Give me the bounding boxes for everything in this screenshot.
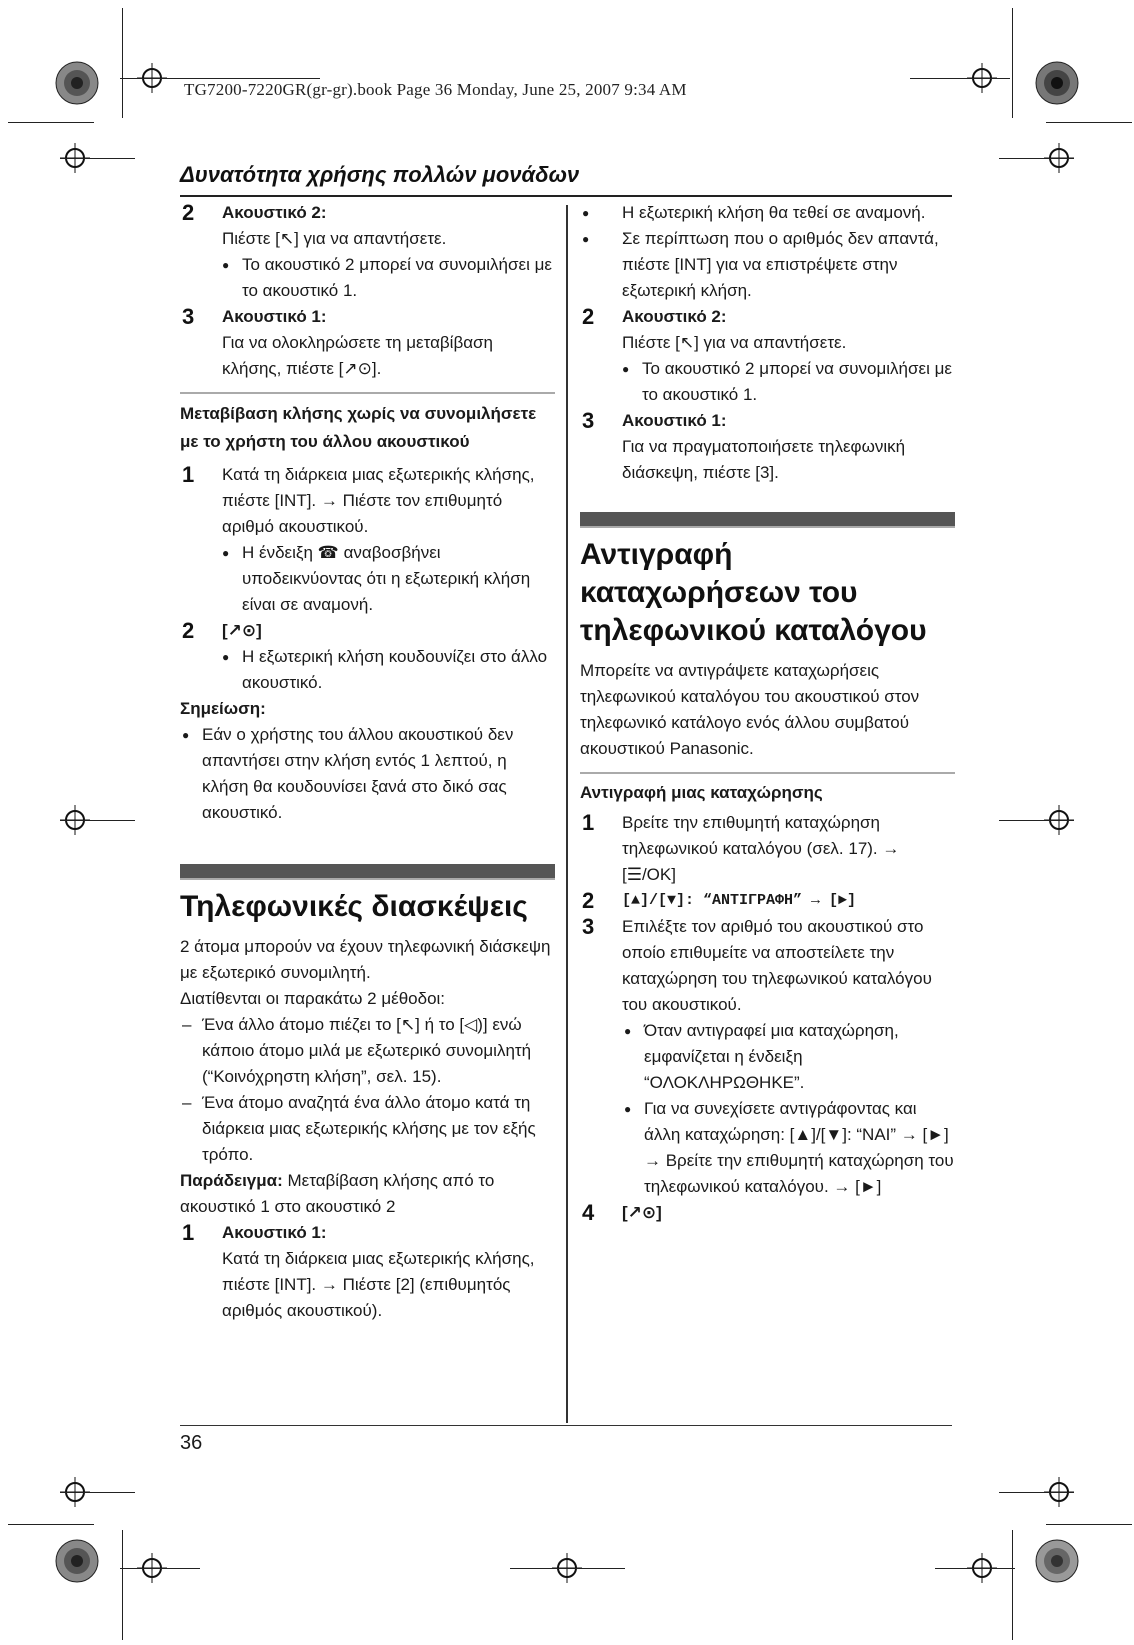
section-rule: [180, 392, 555, 394]
footer-rule: [180, 1425, 952, 1426]
section-bar: [180, 864, 555, 880]
step-number: 2: [182, 618, 195, 643]
step-text: Πιέστε [↖] για να απαντήσετε.: [222, 229, 447, 248]
step-heading: Ακουστικό 2:: [622, 307, 727, 326]
step-number: 3: [182, 304, 195, 329]
header-rule: [180, 195, 952, 197]
step-heading: Ακουστικό 2:: [222, 203, 327, 222]
step-number: 2: [182, 200, 195, 225]
bullet-item: ● Όταν αντιγραφεί μια καταχώρηση, εμφανίζεται η ένδειξη “ΟΛΟΚΛΗΡΩΘΗΚΕ”.: [580, 1018, 955, 1096]
step-text: Επιλέξτε τον αριθμό του ακουστικού στο οποίο επιθυμείτε να αποστείλετε την καταχώρηση του τηλεφωνικού καταλόγου του ακουστικού.: [622, 917, 932, 1014]
paragraph: Διατίθενται οι παρακάτω 2 μέθοδοι:: [180, 989, 446, 1008]
step: [180, 1220, 555, 1324]
step-number: 3: [582, 914, 595, 939]
left-column: [180, 200, 555, 1324]
dash-item: – Ένα άτομο αναζητά ένα άλλο άτομο κατά τη διάρκεια μιας εξωτερικής κλήσης με τον εξής τρόπο.: [180, 1090, 555, 1168]
bullet-item: ● Η εξωτερική κλήση κουδουνίζει στο άλλο ακουστικό.: [180, 644, 555, 696]
step-text: [↗⊙]: [222, 621, 262, 640]
section-title: Αντιγραφή καταχωρήσεων του τηλεφωνικού καταλόγου: [580, 538, 927, 647]
step-number: 4: [582, 1200, 595, 1225]
page-number: 36: [180, 1432, 203, 1454]
step-number: 1: [582, 810, 595, 835]
bullet-item: ● Το ακουστικό 2 μπορεί να συνομιλήσει με το ακουστικό 1.: [180, 252, 555, 304]
step-heading: Ακουστικό 1:: [222, 1223, 327, 1242]
step-text: Για να ολοκληρώσετε τη μεταβίβαση κλήσης, πιέστε [↗⊙].: [222, 333, 494, 378]
step-text: Για να πραγματοποιήσετε τηλεφωνική διάσκεψη, πιέστε [3].: [622, 437, 906, 482]
step-text: Πιέστε [↖] για να απαντήσετε.: [622, 333, 847, 352]
step-text: Βρείτε την επιθυμητή καταχώρηση τηλεφωνικού καταλόγου (σελ. 17). → [☰/OK]: [622, 813, 900, 884]
bullet-item: [580, 200, 955, 226]
subsection-title: Μεταβίβαση κλήσης χωρίς να συνομιλήσετε με το χρήστη του άλλου ακουστικού: [180, 404, 537, 451]
step-text: Κατά τη διάρκεια μιας εξωτερικής κλήσης, πιέστε [INT]. → Πιέστε τον επιθυμητό αριθμό ακουστικού.: [222, 465, 535, 536]
paragraph: Μπορείτε να αντιγράψετε καταχωρήσεις τηλεφωνικού καταλόγου του ακουστικού στον τηλεφωνικό κατάλογο ενός άλλου συμβατού ακουστικού Panasonic.: [580, 661, 920, 758]
bullet-item: [580, 226, 955, 304]
step: [180, 304, 555, 382]
step: [580, 304, 955, 356]
step: [580, 810, 955, 888]
note-heading: Σημείωση:: [180, 699, 266, 718]
step: [580, 1200, 955, 1226]
step-number: 1: [182, 462, 195, 487]
step: [580, 408, 955, 486]
step-heading: Ακουστικό 1:: [222, 307, 327, 326]
color-bar-icon: [54, 60, 100, 106]
bullet-item: ● Η ένδειξη ☎ αναβοσβήνει υποδεικνύοντας ότι η εξωτερική κλήση είναι σε αναμονή.: [180, 540, 555, 618]
color-bar-icon: [54, 1538, 100, 1584]
step-number: 2: [582, 304, 595, 329]
example-text: Μεταβίβαση κλήσης από το ακουστικό 1 στο ακουστικό 2: [180, 1171, 495, 1216]
section-title: Τηλεφωνικές διασκέψεις: [180, 890, 528, 923]
note-bullet: ● Εάν ο χρήστης του άλλου ακουστικού δεν απαντήσει στην κλήση εντός 1 λεπτού, η κλήση θα κουδουνίσει ξανά στο δικό σας ακουστικό.: [180, 722, 555, 826]
color-bar-icon: [1034, 60, 1080, 106]
book-info-line: TG7200-7220GR(gr-gr).book Page 36 Monday, June 25, 2007 9:34 AM: [184, 80, 687, 99]
step-number: 1: [182, 1220, 195, 1245]
step: [180, 200, 555, 252]
example-label: Παράδειγμα:: [180, 1171, 283, 1190]
step-text: [↗⊙]: [622, 1203, 662, 1222]
color-bar-icon: [1034, 1538, 1080, 1584]
subsection-title: Αντιγραφή μιας καταχώρησης: [580, 783, 823, 802]
step: [180, 462, 555, 540]
step-text: [▲]/[▼]: “ΑΝΤΙΓΡΑΦΗ” → [►]: [622, 892, 857, 909]
bullet-text: Η εξωτερική κλήση θα τεθεί σε αναμονή.: [622, 203, 926, 222]
paragraph: 2 άτομα μπορούν να έχουν τηλεφωνική διάσκεψη με εξωτερικό συνομιλητή.: [180, 937, 551, 982]
step: [180, 618, 555, 644]
column-divider: [566, 205, 568, 1423]
right-column: [580, 200, 955, 1226]
step-number: 2: [582, 888, 595, 913]
example-paragraph: [180, 1168, 555, 1220]
page-title: Δυνατότητα χρήσης πολλών μονάδων: [180, 162, 580, 187]
dash-item: – Ένα άλλο άτομο πιέζει το [↖] ή το [◁)] ενώ κάποιο άτομο μιλά με εξωτερικό συνομιλητή (“Κοινόχρηστη κλήση”, σελ. 15).: [180, 1012, 555, 1090]
step-number: 3: [582, 408, 595, 433]
step: [580, 888, 955, 914]
bullet-item: ● Το ακουστικό 2 μπορεί να συνομιλήσει με το ακουστικό 1.: [580, 356, 955, 408]
step-text: Κατά τη διάρκεια μιας εξωτερικής κλήσης, πιέστε [INT]. → Πιέστε [2] (επιθυμητός αριθμός ακουστικού).: [222, 1249, 535, 1320]
bullet-item: ● Για να συνεχίσετε αντιγράφοντας και άλλη καταχώρηση: [▲]/[▼]: “ΝΑΙ” → [►] → Βρείτε την επιθυμητή καταχώρηση του τηλεφωνικού καταλόγου. → [►]: [580, 1096, 955, 1200]
section-rule: [580, 772, 955, 774]
step: [580, 914, 955, 1018]
bullet-text: Σε περίπτωση που ο αριθμός δεν απαντά, πιέστε [INT] για να επιστρέψετε στην εξωτερική κλήση.: [622, 229, 939, 300]
section-bar: [580, 512, 955, 528]
step-heading: Ακουστικό 1:: [622, 411, 727, 430]
